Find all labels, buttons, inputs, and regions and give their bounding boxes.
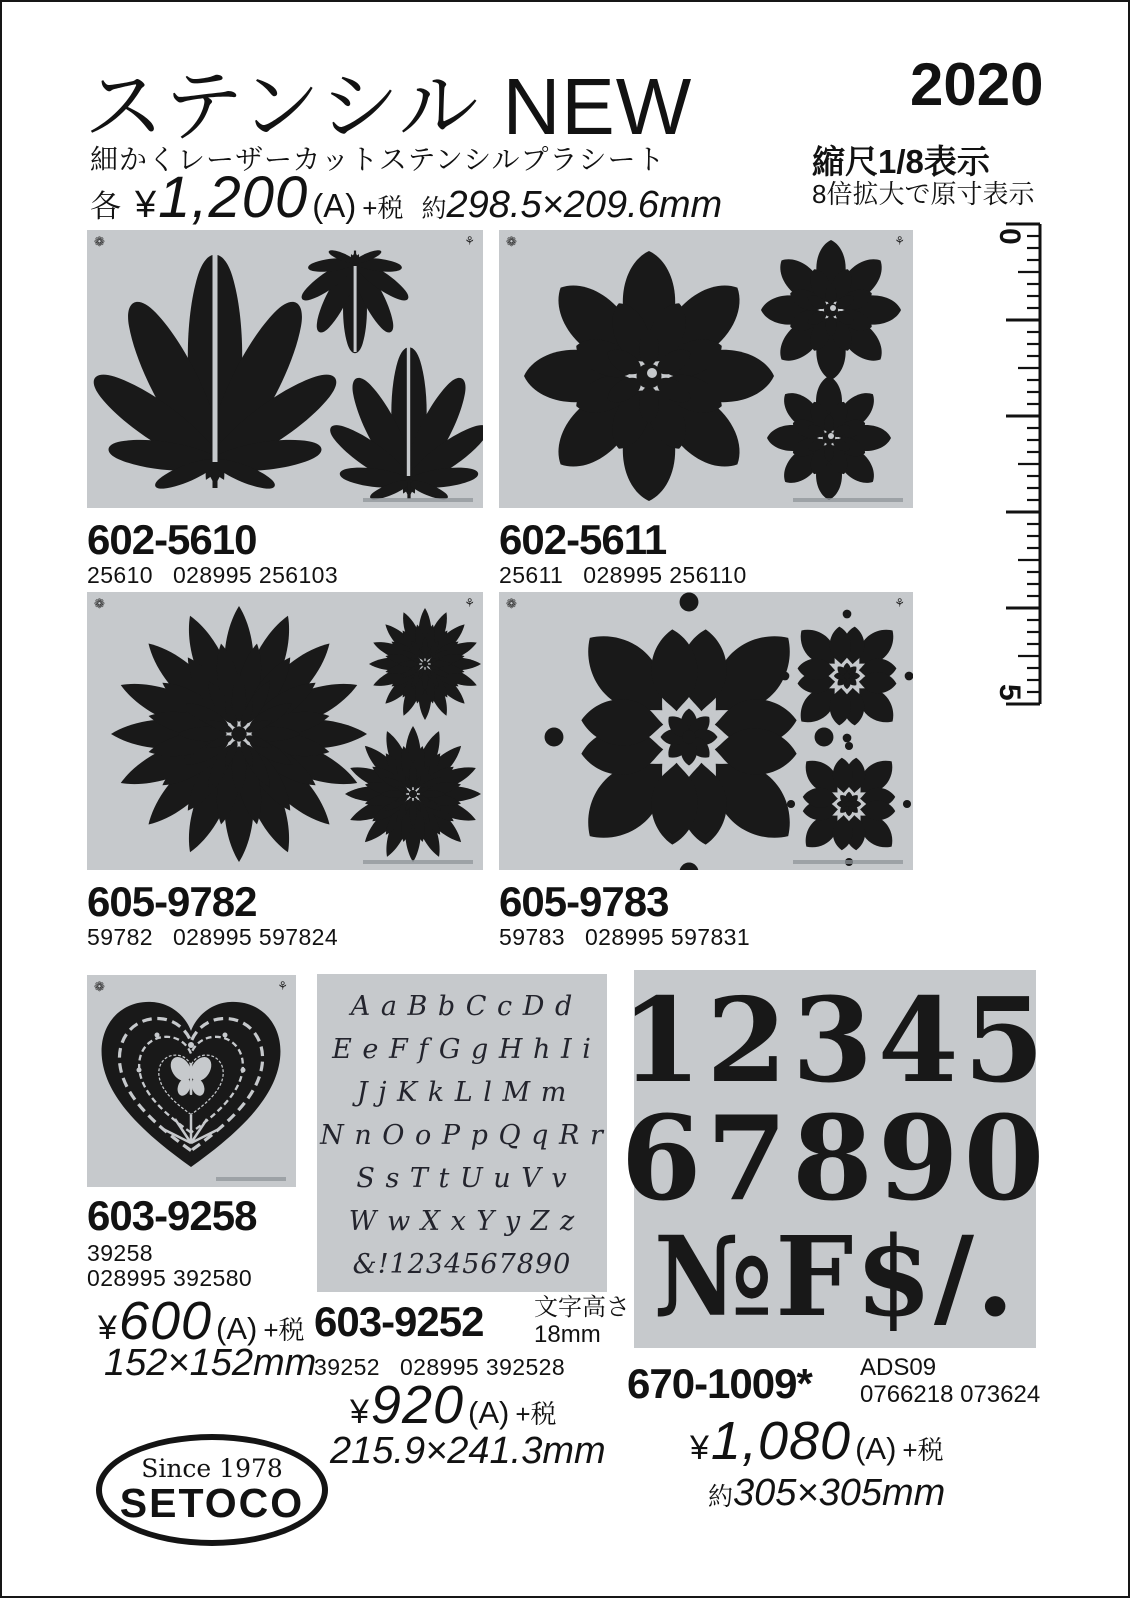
item-code: 39252 — [314, 1354, 380, 1380]
product-codes — [87, 562, 338, 589]
barcode-number: 028995 256110 — [583, 562, 747, 588]
fine-print — [363, 860, 473, 864]
stencil-sheet-670-1009 — [620, 970, 1050, 1348]
stencil-sheet-603-9258 — [87, 975, 296, 1187]
item-code: 59782 — [87, 924, 153, 950]
maker-mark-icon: ⚘ — [894, 234, 905, 248]
maker-mark-icon: ⚘ — [464, 596, 475, 610]
alphabet-row: &!1234567890 — [352, 1248, 572, 1280]
yen-sign: ¥ — [350, 1393, 369, 1431]
logo-name: SETOCO — [119, 1480, 305, 1526]
tax-label: +税 — [263, 1315, 305, 1345]
product-price — [350, 1374, 557, 1436]
product-sku: 605-9782 — [87, 878, 257, 925]
logo-since: Since 1978 — [141, 1454, 283, 1483]
svg-text:0: 0 — [993, 228, 1026, 245]
alphabet-row: E e F f G g H h I i — [332, 1033, 592, 1065]
stencil-sheet-602-5611 — [499, 230, 913, 508]
fine-print — [216, 1177, 286, 1181]
product-size: 305×305mm — [733, 1472, 946, 1514]
alphabet-row: N n O o P p Q q R r — [320, 1119, 604, 1151]
price-value: 1,200 — [158, 165, 309, 230]
floral-heart-stencil-art — [87, 975, 296, 1187]
product-size: 215.9×241.3mm — [330, 1430, 606, 1472]
stencil-sheet-605-9783 — [499, 592, 913, 870]
sheet-size: 298.5×209.6mm — [446, 184, 723, 226]
stencil-sheet-602-5610 — [87, 230, 483, 508]
maker-mark-icon: ⚘ — [894, 596, 905, 610]
dahlia-stencil-art — [87, 592, 483, 870]
product-codes — [87, 924, 338, 951]
each-label: 各 — [90, 189, 121, 224]
product-sku: 670-1009* — [627, 1360, 812, 1407]
product-sku: 603-9252 — [314, 1298, 484, 1345]
barcode-number: 028995 392528 — [399, 1354, 566, 1380]
number-row: 12345 — [620, 973, 1050, 1109]
price-value: 920 — [370, 1375, 465, 1435]
brand-mark-icon: ❁ — [94, 596, 105, 611]
approx-label: 約 — [421, 195, 447, 223]
number-row: №F$/. — [653, 1212, 1017, 1341]
succulent-stencil-art — [499, 230, 913, 508]
price-class: (A) — [216, 1311, 258, 1346]
alphabet-row: S s T t U u V v — [356, 1162, 568, 1194]
number-stencil-art — [620, 970, 1050, 1348]
maker-mark-icon: ⚘ — [464, 234, 475, 248]
product-sku: 603-9258 — [87, 1192, 257, 1239]
fine-print — [793, 498, 903, 502]
barcode-number: 028995 256103 — [172, 562, 339, 588]
scale-ruler — [982, 216, 1057, 736]
barcode-number: 028995 597831 — [584, 924, 751, 950]
stencil-sheet-605-9782 — [87, 592, 483, 870]
barcode-number: 028995 392580 — [87, 1265, 253, 1291]
alphabet-row: J j K k L l M m — [356, 1076, 568, 1108]
item-code: ADS09 — [860, 1354, 937, 1381]
scale-label: 縮尺1/8表示 — [812, 143, 990, 180]
fine-print — [793, 860, 903, 864]
yen-sign: ¥ — [135, 184, 157, 226]
letter-height-line1: 文字高さ — [534, 1294, 630, 1321]
number-row: 67890 — [620, 1091, 1050, 1227]
product-size: 152×152mm — [104, 1342, 317, 1384]
brand-mark-icon: ❁ — [94, 979, 105, 994]
item-code: 39258 — [87, 1240, 153, 1266]
product-sku: 605-9783 — [499, 878, 669, 925]
year-badge: 2020 — [910, 51, 1044, 118]
product-sku: 602-5611 — [499, 516, 667, 563]
item-code: 25610 — [87, 562, 153, 588]
approx-label: 約 — [708, 1483, 734, 1511]
product-size-row — [708, 1472, 945, 1515]
svg-text:5: 5 — [993, 684, 1026, 701]
price-class: (A) — [855, 1431, 897, 1466]
product-codes — [499, 562, 747, 589]
product-codes — [860, 1354, 1040, 1408]
yen-sign: ¥ — [98, 1309, 117, 1347]
brand-mark-icon: ❁ — [94, 234, 105, 249]
price-class: (A) — [312, 187, 357, 224]
hawaiian-quilt-stencil-art — [499, 592, 913, 870]
barcode-number: 0766218 073624 — [860, 1381, 1041, 1408]
tax-label: +税 — [515, 1399, 557, 1429]
scale-note: 8倍拡大で原寸表示 — [812, 179, 1035, 209]
product-price — [690, 1410, 944, 1472]
setoco-logo — [96, 1434, 328, 1546]
alphabet-row: W w X x Y y Z z — [348, 1205, 576, 1237]
product-sku: 602-5610 — [87, 516, 257, 563]
brand-mark-icon: ❁ — [506, 596, 517, 611]
product-codes — [499, 924, 750, 951]
brand-mark-icon: ❁ — [506, 234, 517, 249]
price-value: 1,080 — [710, 1411, 852, 1471]
page-title: ステンシル NEW — [84, 62, 693, 151]
tax-label: +税 — [362, 193, 404, 223]
letter-height-note — [534, 1294, 630, 1348]
price-value: 600 — [118, 1291, 213, 1351]
yen-sign: ¥ — [690, 1429, 709, 1467]
item-code: 25611 — [499, 562, 564, 588]
letter-height-line2: 18mm — [534, 1321, 601, 1348]
alphabet-row: A a B b C c D d — [350, 990, 574, 1022]
barcode-number: 028995 597824 — [172, 924, 339, 950]
script-alphabet-stencil-art — [317, 974, 607, 1292]
ruler-label-5 — [993, 684, 1026, 701]
monstera-stencil-art — [87, 230, 483, 508]
item-code: 59783 — [499, 924, 565, 950]
ruler-label-0 — [993, 228, 1026, 245]
price-class: (A) — [468, 1395, 510, 1430]
fine-print — [363, 498, 473, 502]
stencil-sheet-603-9252 — [317, 974, 607, 1292]
page-subtitle: 細かくレーザーカットステンシルプラシート — [90, 144, 666, 175]
header-price — [90, 164, 722, 231]
maker-mark-icon: ⚘ — [277, 979, 288, 993]
tax-label: +税 — [902, 1435, 944, 1465]
